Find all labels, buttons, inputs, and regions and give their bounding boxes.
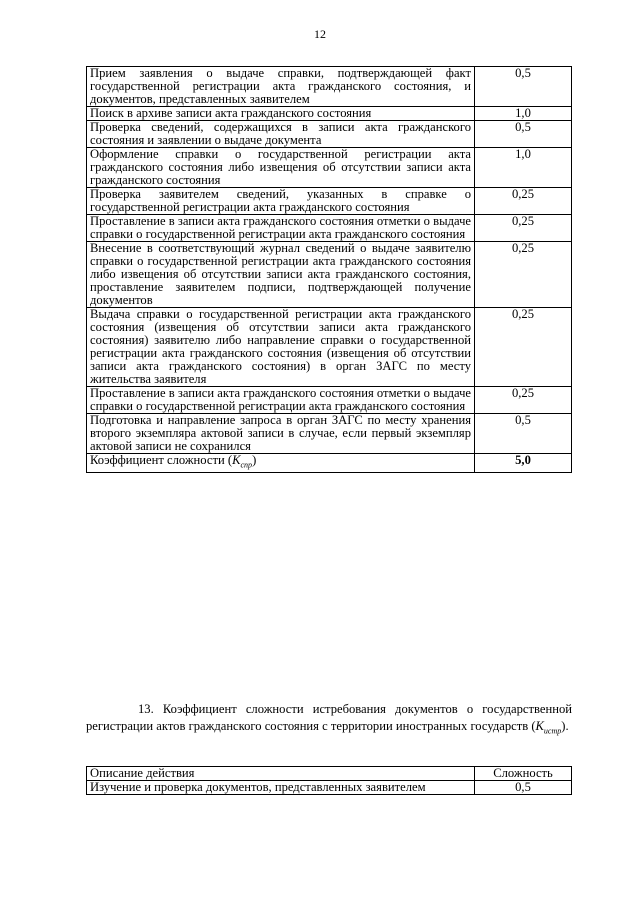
value-cell: 0,5 (475, 781, 572, 795)
action-cell: Поиск в архиве записи акта гражданского состояния (87, 107, 475, 121)
documents-table (86, 766, 572, 795)
total-value: 5,0 (475, 454, 572, 473)
complexity-table (86, 66, 572, 473)
value-cell: 0,25 (475, 215, 572, 242)
table-row (87, 188, 572, 215)
action-cell: Проставление в записи акта гражданского состояния отметки о выдаче справки о государственной регистрации акта гражданского состояния (87, 215, 475, 242)
table-header-row (87, 767, 572, 781)
header-action: Описание действия (87, 767, 475, 781)
table-row (87, 387, 572, 414)
total-label-text: Коэффициент сложности ( (90, 453, 233, 467)
action-cell: Проверка сведений, содержащихся в записи акта гражданского состояния и заявлении о выдаче документа (87, 121, 475, 148)
coefficient-subscript: спр (240, 460, 253, 470)
total-label-close: ) (252, 453, 257, 467)
coefficient-symbol: K (232, 453, 241, 467)
value-cell: 0,25 (475, 387, 572, 414)
paragraph-end: ). (561, 719, 569, 733)
header-value: Сложность (475, 767, 572, 781)
total-label (87, 454, 475, 473)
paragraph-text: 13. Коэффициент сложности истребования документов о государственной регистрации актов гражданского состояния с территории иностранных государств ( (86, 702, 572, 733)
action-cell: Подготовка и направление запроса в орган ЗАГС по месту хранения второго экземпляра актовой записи в случае, если первый экземпляр актовой записи не сохранился (87, 414, 475, 454)
table-row (87, 308, 572, 387)
section-paragraph (86, 701, 572, 740)
action-cell: Внесение в соответствующий журнал сведений о выдаче заявителю справки о государственной регистрации акта гражданского состояния либо извещения об отсутствии записи акта гражданского состояния, проставление заявителем подписи, подтверждающей получение документов (87, 242, 475, 308)
table-row (87, 215, 572, 242)
coefficient-subscript: истр (543, 726, 562, 736)
value-cell: 0,25 (475, 188, 572, 215)
table-row (87, 242, 572, 308)
coefficient-symbol: K (535, 719, 544, 733)
action-cell: Прием заявления о выдаче справки, подтверждающей факт государственной регистрации акта гражданского состояния, и документов, представленных заявителем (87, 67, 475, 107)
action-cell: Проставление в записи акта гражданского состояния отметки о выдаче справки о государственной регистрации акта гражданского состояния (87, 387, 475, 414)
action-cell: Изучение и проверка документов, представленных заявителем (87, 781, 475, 795)
table-row (87, 148, 572, 188)
value-cell: 0,25 (475, 242, 572, 308)
action-cell: Оформление справки о государственной регистрации акта гражданского состояния либо извещения об отсутствии записи акта гражданского состояния (87, 148, 475, 188)
value-cell: 0,5 (475, 121, 572, 148)
table-row (87, 781, 572, 795)
table-row (87, 121, 572, 148)
table-row (87, 67, 572, 107)
total-row (87, 454, 572, 473)
action-cell: Выдача справки о государственной регистрации акта гражданского состояния (извещения об отсутствии записи акта гражданского состояния) заявителю либо направление справки о государственной регистрации акта гражданского состояния (извещения об отсутствии записи акта гражданского состояния) в орган ЗАГС по месту жительства заявителя (87, 308, 475, 387)
value-cell: 0,25 (475, 308, 572, 387)
value-cell: 1,0 (475, 148, 572, 188)
table-row (87, 414, 572, 454)
value-cell: 0,5 (475, 414, 572, 454)
action-cell: Проверка заявителем сведений, указанных в справке о государственной регистрации акта гражданского состояния (87, 188, 475, 215)
value-cell: 1,0 (475, 107, 572, 121)
table-row (87, 107, 572, 121)
page-number: 12 (314, 27, 326, 41)
value-cell: 0,5 (475, 67, 572, 107)
